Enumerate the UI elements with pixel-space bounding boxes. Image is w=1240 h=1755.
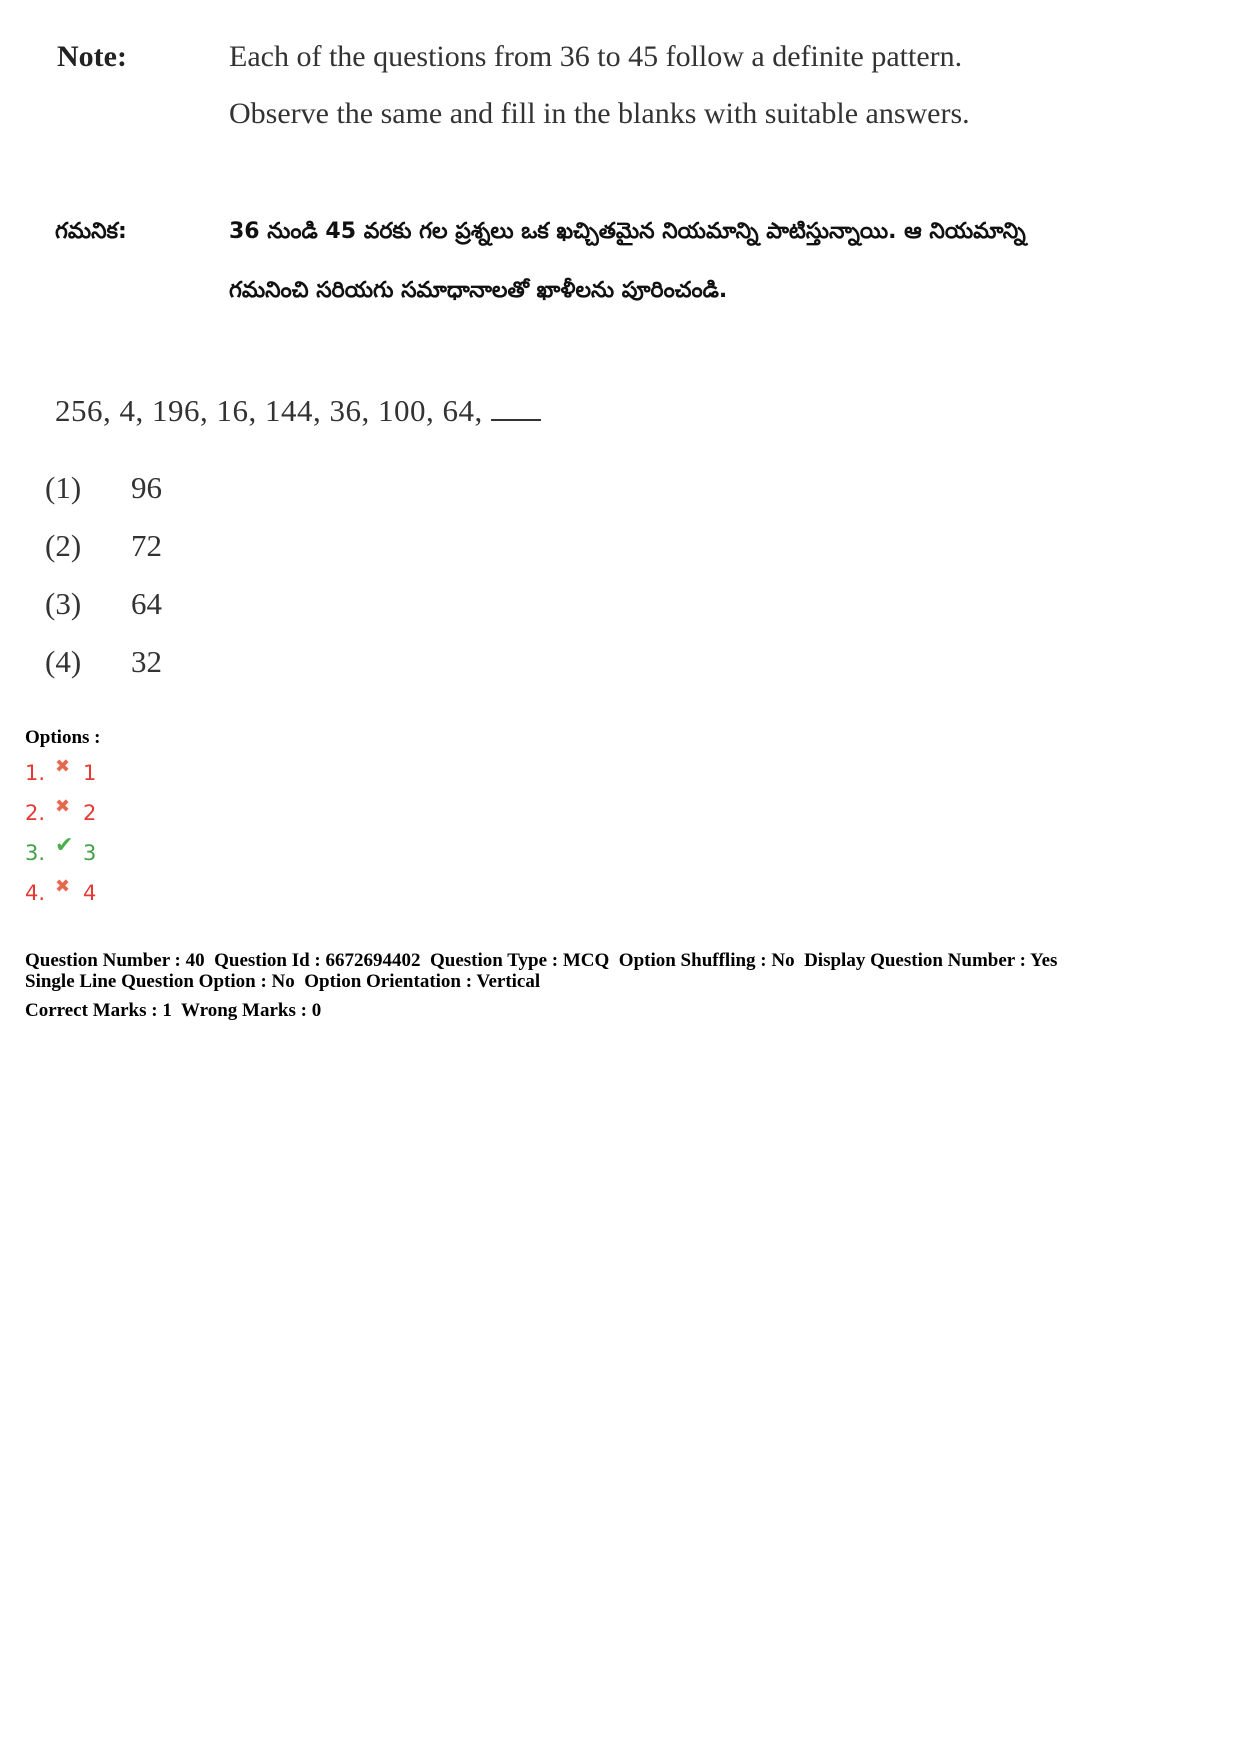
note-text-line-2: Observe the same and fill in the blanks with suitable answers. [229,97,970,130]
note-label: Note: [57,40,127,73]
option-text: 3 [83,841,97,865]
choice-value: 32 [131,644,162,679]
question-metadata-line-1: Question Number : 40 Question Id : 6672694402 Question Type : MCQ Option Shuffling : No Display Question Number : Yes [25,950,1058,971]
choice-number: (2) [45,528,82,563]
cross-icon: ✖ [55,796,71,817]
cross-icon: ✖ [55,756,71,777]
cross-icon: ✖ [55,876,71,897]
choice-number: (3) [45,586,82,621]
sequence-text: 256, 4, 196, 16, 144, 36, 100, 64, [55,393,483,428]
option-text: 2 [83,801,97,825]
telugu-note-label: గమనిక: [55,219,127,244]
telugu-note-line-1: 36 నుండి 45 వరకు గల ప్రశ్నలు ఒక ఖచ్చితమైన నియమాన్ని పాటిస్తున్నాయి. ఆ నియమాన్ని [229,219,1026,244]
question-sequence [55,393,541,429]
choice-value: 64 [131,586,162,621]
option-number: 1. [25,761,46,785]
option-text: 1 [83,761,97,785]
question-metadata-line-2: Single Line Question Option : No Option Orientation : Vertical [25,971,541,992]
checkmark-icon: ✔ [55,833,74,858]
options-heading: Options : [25,727,101,748]
option-number: 2. [25,801,46,825]
choice-number: (1) [45,470,82,505]
choice-number: (4) [45,644,82,679]
option-number: 3. [25,841,46,865]
marks-info: Correct Marks : 1 Wrong Marks : 0 [25,1000,322,1021]
choice-value: 72 [131,528,162,563]
telugu-note-line-2: గమనించి సరియగు సమాధానాలతో ఖాళీలను పూరించండి. [229,278,728,303]
option-number: 4. [25,881,46,905]
note-text-line-1: Each of the questions from 36 to 45 follow a definite pattern. [229,40,963,73]
choice-value: 96 [131,470,162,505]
answer-blank [491,393,541,421]
option-text: 4 [83,881,97,905]
